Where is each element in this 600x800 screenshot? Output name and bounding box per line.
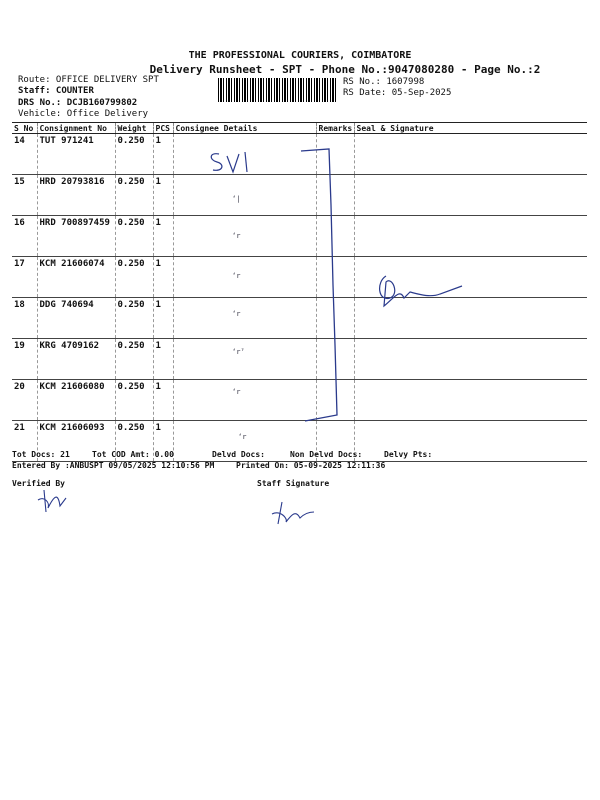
cell-weight: 0.250 — [115, 298, 153, 339]
col-seal-signature: Seal & Signature — [354, 123, 587, 134]
cell-pcs: 1 — [153, 421, 173, 462]
cell-pcs: 1 — [153, 298, 173, 339]
table-header-row — [12, 123, 587, 134]
cell-weight: 0.250 — [115, 134, 153, 175]
cell-weight: 0.250 — [115, 216, 153, 257]
col-consignment: Consignment No — [37, 123, 115, 134]
verified-by-signature — [34, 486, 74, 516]
total-cod-amount: Tot COD Amt: 0.00 — [92, 450, 174, 459]
cell-sno: 21 — [12, 421, 37, 462]
rs-date: RS Date: 05-Sep-2025 — [343, 88, 452, 98]
cell-seal — [354, 175, 587, 216]
vehicle-label: Vehicle: Office Delivery — [18, 109, 149, 119]
cell-pcs: 1 — [153, 175, 173, 216]
cell-weight: 0.250 — [115, 175, 153, 216]
verified-by-label: Verified By — [12, 479, 65, 488]
cell-pcs: 1 — [153, 380, 173, 421]
cell-sno: 18 — [12, 298, 37, 339]
company-title: THE PROFESSIONAL COURIERS, COIMBATORE — [188, 50, 412, 61]
cell-seal — [354, 216, 587, 257]
cell-sno: 16 — [12, 216, 37, 257]
cell-weight: 0.250 — [115, 421, 153, 462]
drs-number: DRS No.: DCJB160799802 — [18, 98, 138, 108]
cell-seal — [354, 380, 587, 421]
non-delivered-docs: Non Delvd Docs: — [290, 450, 363, 459]
delivery-points: Delvy Pts: — [384, 450, 433, 459]
handwritten-svt-signature — [205, 148, 265, 178]
cell-seal — [354, 339, 587, 380]
col-pcs: PCS — [153, 123, 173, 134]
col-weight: Weight — [115, 123, 153, 134]
tick-mark: ʻr — [232, 388, 241, 396]
total-docs: Tot Docs: 21 — [12, 450, 70, 459]
tick-mark: ʻ| — [232, 195, 241, 203]
cell-pcs: 1 — [153, 134, 173, 175]
col-remarks: Remarks — [316, 123, 354, 134]
route-label: Route: OFFICE DELIVERY SPT — [18, 75, 159, 85]
cell-weight: 0.250 — [115, 380, 153, 421]
delivered-docs: Delvd Docs: — [212, 450, 265, 459]
cell-consignment: HRD 700897459 — [37, 216, 115, 257]
cell-seal — [354, 134, 587, 175]
cell-consignment: KCM 21606093 — [37, 421, 115, 462]
cell-consignment: KRG 4709162 — [37, 339, 115, 380]
rs-number: RS No.: 1607998 — [343, 77, 425, 87]
tick-mark: ʻr — [238, 433, 247, 441]
entered-by: Entered By :ANBUSPT 09/05/2025 12:10:56 PM — [12, 461, 215, 470]
cell-pcs: 1 — [153, 339, 173, 380]
cell-pcs: 1 — [153, 257, 173, 298]
staff-signature-label: Staff Signature — [257, 479, 330, 488]
tick-mark: ʻrˀ — [232, 348, 245, 356]
cell-sno: 15 — [12, 175, 37, 216]
cell-weight: 0.250 — [115, 257, 153, 298]
printed-on: Printed On: 05-09-2025 12:11:36 — [236, 461, 386, 470]
col-consignee: Consignee Details — [173, 123, 316, 134]
tick-mark: ʻr — [232, 310, 241, 318]
cell-weight: 0.250 — [115, 339, 153, 380]
cell-pcs: 1 — [153, 216, 173, 257]
barcode — [218, 78, 338, 102]
cell-consignment: DDG 740694 — [37, 298, 115, 339]
cell-sno: 19 — [12, 339, 37, 380]
cell-sno: 17 — [12, 257, 37, 298]
staff-label: Staff: COUNTER — [18, 86, 94, 96]
cell-consignment: KCM 21606074 — [37, 257, 115, 298]
cell-consignment: TUT 971241 — [37, 134, 115, 175]
seal-signature-scribble — [370, 268, 470, 318]
cell-consignment: KCM 21606080 — [37, 380, 115, 421]
col-sno: S No — [12, 123, 37, 134]
cell-consignment: HRD 20793816 — [37, 175, 115, 216]
tick-mark: ʻr — [232, 232, 241, 240]
cell-sno: 14 — [12, 134, 37, 175]
staff-signature-scribble — [268, 496, 318, 528]
remarks-bracket-line — [295, 145, 355, 430]
tick-mark: ʻr — [232, 272, 241, 280]
cell-sno: 20 — [12, 380, 37, 421]
runsheet-title: Delivery Runsheet - SPT - Phone No.:9047080280 - Page No.:2 — [149, 63, 541, 76]
